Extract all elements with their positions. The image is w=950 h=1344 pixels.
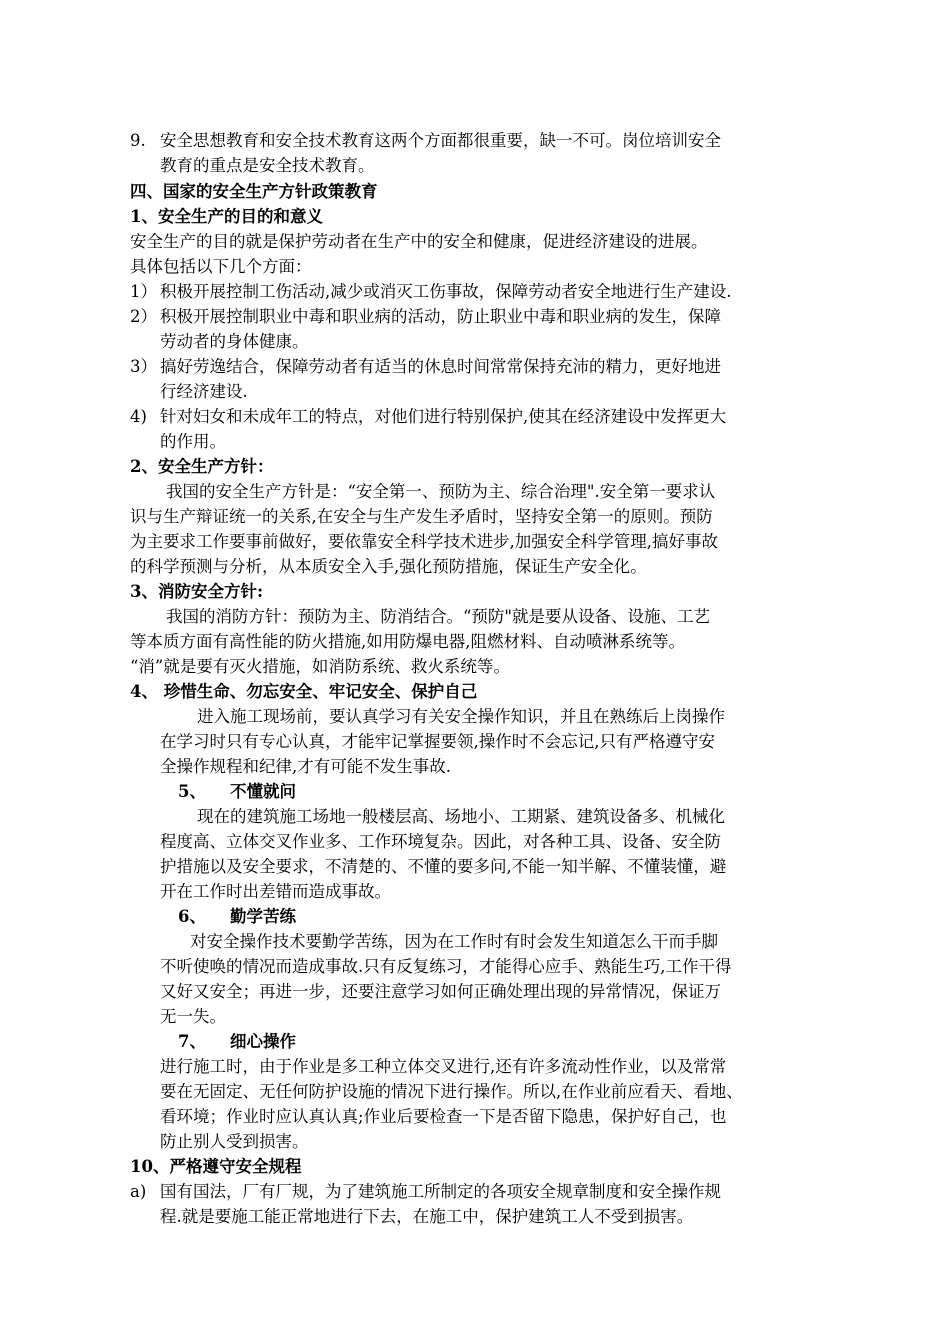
item-9-marker: 9. xyxy=(130,131,146,150)
item-a-marker: a) xyxy=(130,1182,147,1201)
list-item-text: 劳动者的身体健康。 xyxy=(160,332,309,351)
sub-5-heading: 不懂就问 xyxy=(230,782,296,801)
sub-5-paragraph-line: 护措施以及安全要求，不清楚的、不懂的要多问,不能一知半解、不懂装懂，避 xyxy=(160,857,727,876)
sub-2-paragraph-line: 我国的安全生产方针是：“安全第一、预防为主、综合治理".安全第一要求认 xyxy=(166,482,716,501)
list-item-text: 积极开展控制工伤活动,减少或消灭工伤事故，保障劳动者安全地进行生产建设. xyxy=(160,282,732,301)
list-item-text: 针对妇女和未成年工的特点，对他们进行特别保护,使其在经济建设中发挥更大 xyxy=(160,407,727,426)
sub-4-paragraph-line: 在学习时只有专心认真，才能牢记掌握要领,操作时不会忘记,只有严格遵守安 xyxy=(160,732,715,751)
sub-5-paragraph-line: 程度高、立体交叉作业多、工作环境复杂。因此，对各种工具、设备、安全防 xyxy=(160,832,721,851)
list-item-marker: 3） xyxy=(130,357,157,376)
list-item-text: 搞好劳逸结合，保障劳动者有适当的休息时间常常保持充沛的精力，更好地进 xyxy=(160,357,721,376)
list-item-text: 行经济建设. xyxy=(160,382,248,401)
sub-7-paragraph-line: 防止别人受到损害。 xyxy=(160,1132,309,1151)
section-4-heading: 四、国家的安全生产方针政策教育 xyxy=(130,182,378,201)
sub-2-paragraph-line: 的科学预测与分析，从本质安全入手,强化预防措施，保证生产安全化。 xyxy=(130,557,647,576)
item-a-line: 国有国法，厂有厂规，为了建筑施工所制定的各项安全规章制度和安全操作规 xyxy=(160,1182,721,1201)
item-9-line-2: 教育的重点是安全技术教育。 xyxy=(160,156,375,175)
sub-7-number: 7、 xyxy=(178,1032,206,1051)
list-item-marker: 4) xyxy=(130,407,147,426)
item-a-line: 程.就是要施工能正常地进行下去，在施工中，保护建筑工人不受到损害。 xyxy=(160,1207,694,1226)
sub-7-paragraph-line: 看环境；作业时应认真认真;作业后要检查一下是否留下隐患，保护好自己，也 xyxy=(160,1107,727,1126)
sub-7-paragraph-line: 要在无固定、无任何防护设施的情况下进行操作。所以,在作业前应看天、看地、 xyxy=(160,1082,743,1101)
sub-2-paragraph-line: 为主要求工作要事前做好，要依靠安全科学技术进步,加强安全科学管理,搞好事故 xyxy=(130,532,718,551)
sub-10-heading: 10、严格遵守安全规程 xyxy=(130,1157,302,1176)
list-item-text: 的作用。 xyxy=(160,432,226,451)
sub-4-paragraph-line: 进入施工现场前，要认真学习有关安全操作知识，并且在熟练后上岗操作 xyxy=(197,707,725,726)
sub-7-paragraph-line: 进行施工时，由于作业是多工种立体交叉进行,还有许多流动性作业，以及常常 xyxy=(160,1057,727,1076)
sub-3-paragraph-line: “消”就是要有灭火措施，如消防系统、救火系统等。 xyxy=(130,657,510,676)
sub-3-paragraph-line: 等本质方面有高性能的防火措施,如用防爆电器,阻燃材料、自动喷淋系统等。 xyxy=(130,632,685,651)
sub-3-heading: 3、消防安全方针: xyxy=(130,582,264,601)
sub-6-number: 6、 xyxy=(178,907,206,926)
sub-1-heading: 1、安全生产的目的和意义 xyxy=(130,207,323,226)
sub-6-paragraph-line: 无一失。 xyxy=(160,1007,226,1026)
list-item-text: 积极开展控制职业中毒和职业病的活动，防止职业中毒和职业病的发生，保障 xyxy=(160,307,721,326)
sub-4-heading: 4、 珍惜生命、勿忘安全、牢记安全、保护自己 xyxy=(130,682,478,701)
sub-6-paragraph-line: 又好又安全；再进一步，还要注意学习如何正确处理出现的异常情况，保证万 xyxy=(160,982,721,1001)
sub-3-paragraph-line: 我国的消防方针：预防为主、防消结合。“预防"就是要从设备、设施、工艺 xyxy=(166,607,711,626)
sub-6-paragraph-line: 不听使唤的情况而造成事故.只有反复练习，才能得心应手、熟能生巧,工作干得 xyxy=(160,957,732,976)
sub-1-paragraph: 具体包括以下几个方面： xyxy=(130,257,312,276)
list-item-marker: 1） xyxy=(130,282,157,301)
sub-1-paragraph: 安全生产的目的就是保护劳动者在生产中的安全和健康，促进经济建设的进展。 xyxy=(130,232,708,251)
sub-2-heading: 2、安全生产方针： xyxy=(130,457,274,476)
sub-7-heading: 细心操作 xyxy=(230,1032,296,1051)
sub-5-paragraph-line: 开在工作时出差错而造成事故。 xyxy=(160,882,391,901)
sub-5-paragraph-line: 现在的建筑施工场地一般楼层高、场地小、工期紧、建筑设备多、机械化 xyxy=(197,807,725,826)
list-item-marker: 2） xyxy=(130,307,157,326)
sub-6-paragraph-line: 对安全操作技术要勤学苦练，因为在工作时有时会发生知道怎么干而手脚 xyxy=(190,932,718,951)
sub-6-heading: 勤学苦练 xyxy=(230,907,296,926)
item-9-line-1: 安全思想教育和安全技术教育这两个方面都很重要，缺一不可。岗位培训安全 xyxy=(160,131,721,150)
sub-4-paragraph-line: 全操作规程和纪律,才有可能不发生事故. xyxy=(160,757,451,776)
sub-5-number: 5、 xyxy=(178,782,206,801)
sub-2-paragraph-line: 识与生产辩证统一的关系,在安全与生产发生矛盾时，坚持安全第一的原则。预防 xyxy=(130,507,713,526)
